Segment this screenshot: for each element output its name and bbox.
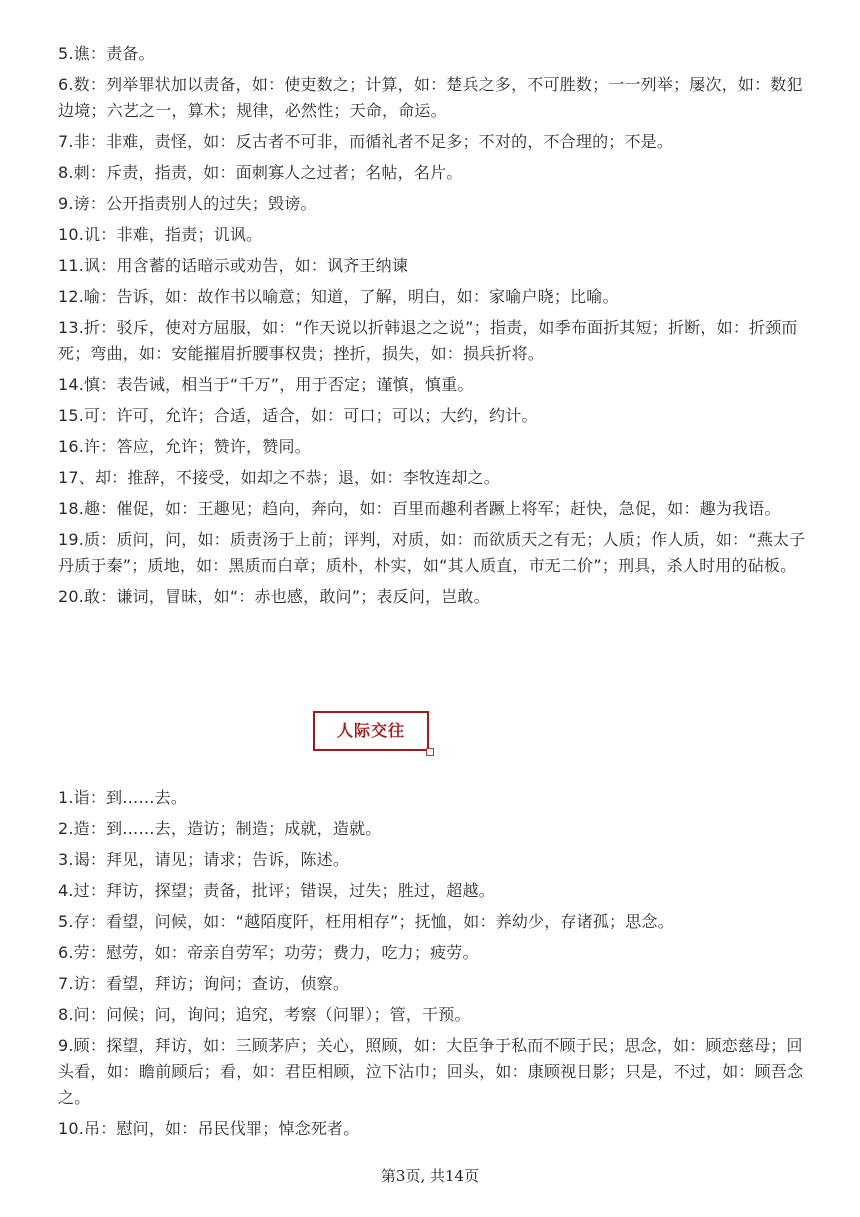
- page-number: 第3页, 共14页: [380, 1167, 480, 1185]
- definition-entry: 6.劳：慰劳，如：帝亲自劳军；功劳；费力，吃力；疲劳。: [58, 943, 479, 962]
- definition-entry: 8.刺：斥责，指责，如：面刺寡人之过者；名帖，名片。: [58, 163, 463, 182]
- definition-entry: 19.质：质问，问，如：质责汤于上前；评判，对质，如：而欲质天之有无；人质；作人质，如：“燕太子丹质于秦”；质地，如：黑质而白章；质朴，朴实，如“其人质直，市无二价”；刑具，杀人时用的砧板。: [58, 530, 806, 575]
- definition-entry: 2.造：到……去，造访；制造；成就，造就。: [58, 819, 382, 838]
- definition-entry: 1.诣：到……去。: [58, 788, 188, 807]
- definition-entry: 16.许：答应，允许；赞许，赞同。: [58, 437, 311, 456]
- definition-entry: 15.可：许可，允许；合适，适合，如：可口；可以；大约，约计。: [58, 406, 538, 425]
- definition-entry: 7.访：看望，拜访；询问；查访，侦察。: [58, 974, 350, 993]
- definition-entry: 4.过：拜访，探望；责备，批评；错误，过失；胜过，超越。: [58, 881, 495, 900]
- definition-entry: 5.谯：责备。: [58, 44, 155, 63]
- definition-entry: 5.存：看望，问候，如：“越陌度阡，枉用相存”；抚恤，如：养幼少，存诸孤；思念。: [58, 912, 674, 931]
- section-title-box: [313, 711, 429, 751]
- definition-entry: 17、却：推辞，不接受，如却之不恭；退，如：李牧连却之。: [58, 468, 500, 487]
- definition-entry: 20.敢：谦词，冒昧，如“：赤也感，敢问”；表反问，岂敢。: [58, 587, 490, 606]
- definitions-list-section-b: [58, 785, 810, 1147]
- definition-entry: 3.谒：拜见，请见；请求；告诉，陈述。: [58, 850, 350, 869]
- definition-entry: 10.吊：慰问，如：吊民伐罪；悼念死者。: [58, 1119, 360, 1138]
- corner-square-icon: [426, 748, 434, 756]
- definition-entry: 11.讽：用含蓄的话暗示或劝告，如：讽齐王纳谏: [58, 256, 409, 275]
- definition-entry: 9.顾：探望，拜访，如：三顾茅庐；关心，照顾，如：大臣争于私而不顾于民；思念，如：顾恋慈母；回头看，如：瞻前顾后；看，如：君臣相顾，泣下沾巾；回头，如：康顾视日影；只是，不过，如：顾吾念之。: [58, 1036, 804, 1107]
- definition-entry: 18.趣：催促，如：王趣见；趋向，奔向，如：百里而趣利者蹶上将军；赶快，急促，如：趣为我语。: [58, 499, 781, 518]
- definition-entry: 12.喻：告诉，如：故作书以喻意；知道，了解，明白，如：家喻户晓；比喻。: [58, 287, 619, 306]
- definition-entry: 9.谤：公开指责别人的过失；毁谤。: [58, 194, 317, 213]
- definition-entry: 7.非：非难，责怪，如：反古者不可非，而循礼者不足多；不对的，不合理的；不是。: [58, 132, 674, 151]
- definition-entry: 14.慎：表告诫，相当于“千万”，用于否定；谨慎，慎重。: [58, 375, 474, 394]
- section-title: 人际交往: [313, 711, 429, 751]
- definition-entry: 6.数：列举罪状加以责备，如：使吏数之；计算，如：楚兵之多，不可胜数；一一列举；屡次，如：数犯边境；六艺之一，算术；规律，必然性；天命，命运。: [58, 75, 803, 120]
- definitions-list-section-a: [58, 0, 810, 615]
- definition-entry: 8.问：问候；问，询问；追究，考察（问罪）；管，干预。: [58, 1005, 471, 1024]
- definition-entry: 10.讥：非难，指责；讥讽。: [58, 225, 263, 244]
- definition-entry: 13.折：驳斥，使对方屈服，如：“作天说以折韩退之之说”；指责，如季布面折其短；折断，如：折颈而死；弯曲，如：安能摧眉折腰事权贵；挫折，损失，如：损兵折将。: [58, 318, 798, 363]
